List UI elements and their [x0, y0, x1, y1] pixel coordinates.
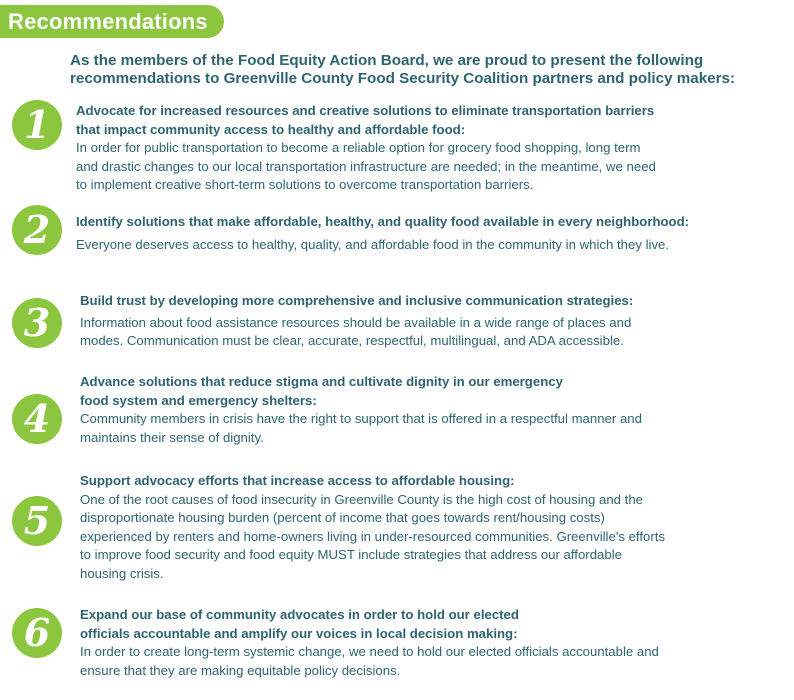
recommendation-4-body-line-1: Community members in crisis have the right to support that is offered in a respectful manner and — [80, 411, 642, 426]
recommendation-5-heading-line-1: Support advocacy efforts that increase access to affordable housing: — [80, 473, 515, 488]
recommendation-1-body-line-2: and drastic changes to our local transportation infrastructure are needed; in the meantime, we need — [76, 158, 656, 174]
recommendation-1-body-line-3: to implement creative short-term solutions to overcome transportation barriers. — [76, 177, 534, 192]
recommendation-3-body-line-2: modes. Communication must be clear, accurate, respectful, multilingual, and ADA accessible. — [80, 333, 624, 348]
number-badge-1: 1 — [12, 100, 62, 150]
recommendation-5-body-line-5: housing crisis. — [80, 565, 164, 581]
recommendation-2-text — [76, 213, 776, 254]
recommendation-6-body-line-2: ensure that they are making equitable policy decisions. — [80, 662, 401, 678]
recommendation-2-body-line-1: Everyone deserves access to healthy, quality, and affordable food in the community in which they live. — [76, 236, 670, 252]
recommendation-3-text — [80, 292, 780, 351]
recommendation-6-heading-line-1: Expand our base of community advocates in order to hold our elected — [80, 607, 519, 622]
recommendation-1-heading-line-2: that impact community access to healthy and affordable food: — [76, 121, 466, 137]
recommendation-3-body-line-1: Information about food assistance resources should be available in a wide range of places and — [80, 314, 632, 330]
recommendation-6-text — [80, 606, 780, 680]
recommendation-6-heading-line-2: officials accountable and amplify our voices in local decision making: — [80, 625, 518, 641]
section-title-banner: Recommendations — [0, 5, 224, 38]
recommendation-5-body-line-2: disproportionate housing burden (percent of income that goes towards rent/housing costs) — [80, 510, 605, 525]
recommendation-1-body-line-1: In order for public transportation to become a reliable option for grocery food shopping, long term — [76, 140, 641, 155]
recommendation-4-body-line-2: maintains their sense of dignity. — [80, 429, 264, 445]
number-badge-3: 3 — [12, 298, 62, 348]
recommendation-6-body-line-1: In order to create long-term systemic change, we need to hold our elected officials accountable and — [80, 644, 659, 659]
recommendation-5-body-line-4: to improve food security and food equity MUST include strategies that address our affordable — [80, 547, 622, 562]
recommendation-2-heading-line-1: Identify solutions that make affordable, healthy, and quality food available in every neighborhood: — [76, 214, 690, 229]
recommendation-3-heading-line-1: Build trust by developing more comprehensive and inclusive communication strategies: — [80, 293, 634, 308]
number-badge-6: 6 — [12, 608, 62, 658]
number-badge-5: 5 — [12, 496, 62, 546]
recommendation-1-heading-line-1: Advocate for increased resources and creative solutions to eliminate transportation barriers — [76, 103, 655, 118]
recommendation-4-text — [80, 373, 780, 447]
number-badge-4: 4 — [12, 394, 62, 444]
recommendation-5-body-line-3: experienced by renters and home-owners living in under-resourced communities. Greenville's efforts — [80, 528, 666, 544]
recommendation-5-text — [80, 472, 780, 583]
recommendation-5-body-line-1: One of the root causes of food insecurity in Greenville County is the high cost of housing and the — [80, 491, 643, 507]
recommendation-4-heading-line-2: food system and emergency shelters: — [80, 392, 317, 408]
recommendation-1-text — [76, 102, 776, 195]
number-badge-2: 2 — [12, 205, 62, 255]
recommendation-4-heading-line-1: Advance solutions that reduce stigma and cultivate dignity in our emergency — [80, 374, 563, 389]
intro-paragraph: As the members of the Food Equity Action Board, we are proud to present the following recommendations to Greenville County Food Security Coalition partners and policy makers: — [70, 52, 736, 87]
